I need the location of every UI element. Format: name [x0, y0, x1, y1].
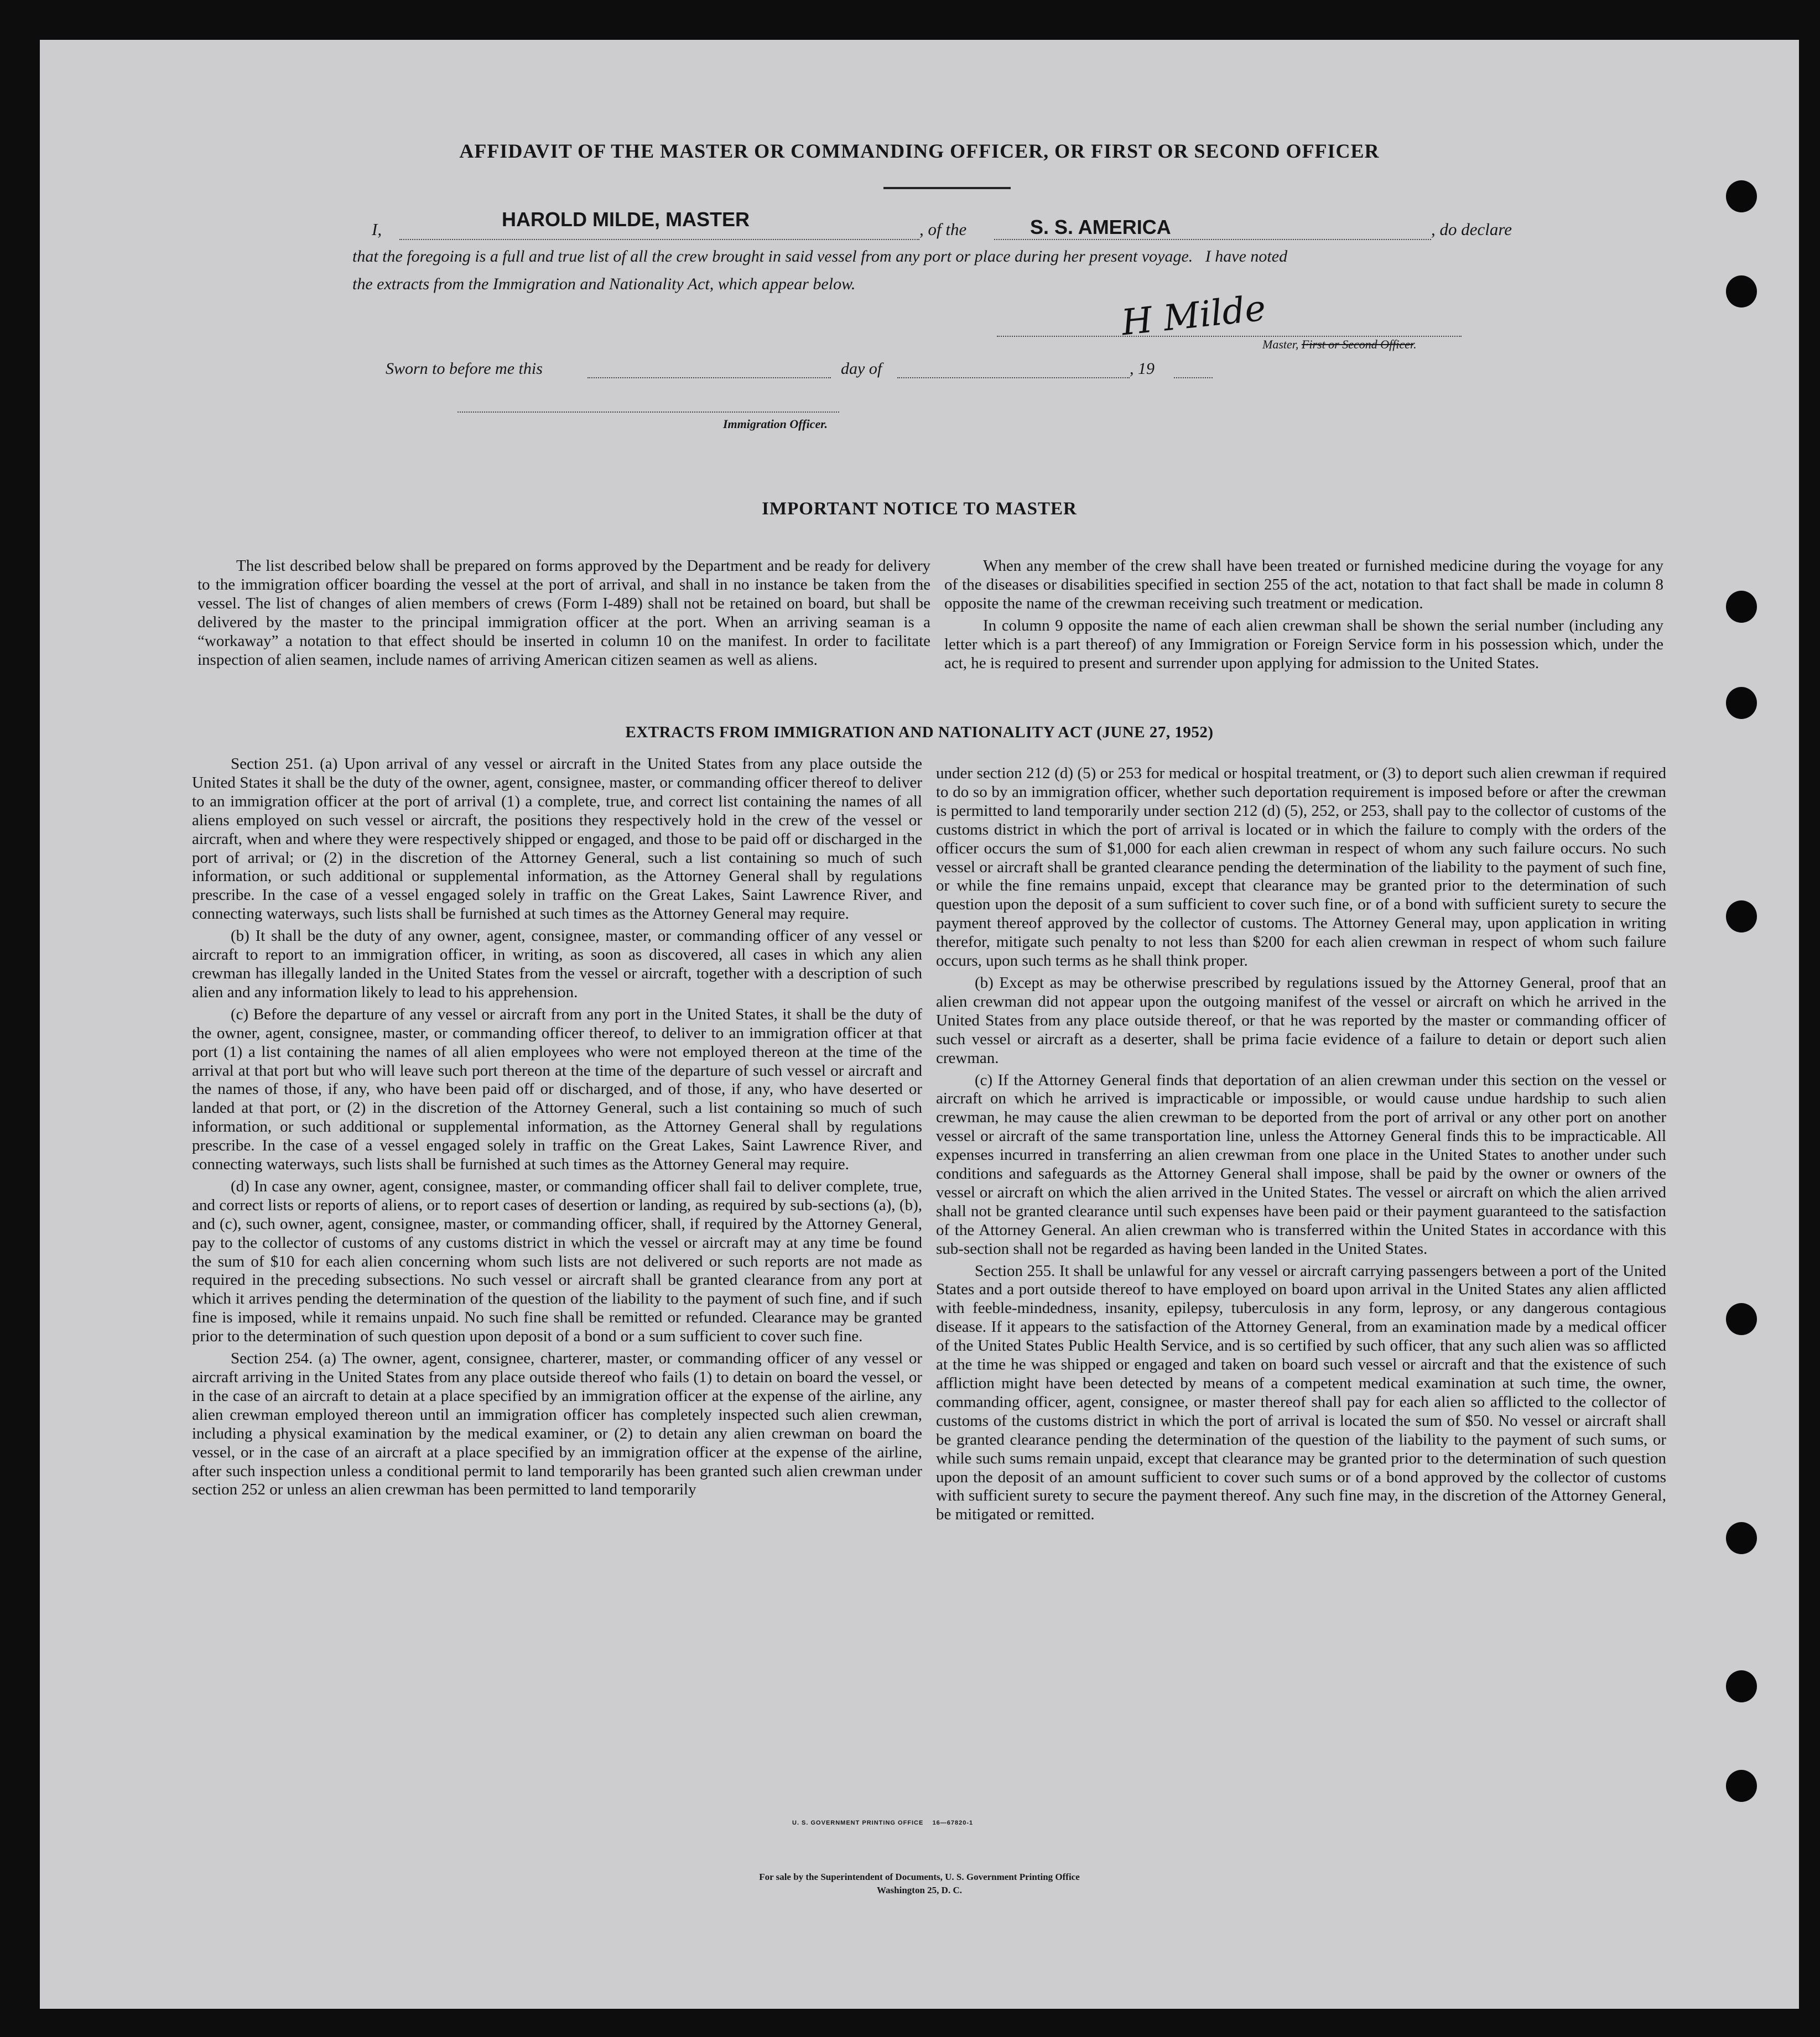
- signature-caption-master: Master,: [1262, 337, 1299, 351]
- master-signature: H Milde: [1119, 288, 1268, 344]
- document-page: [40, 40, 1799, 2009]
- extract-paragraph: Section 251. (a) Upon arrival of any vessel or aircraft in the United States from any place outside the United States it shall be the duty of the owner, agent, consignee, master, or commanding officer thereof to deliver to an immigration officer at the port of arrival (1) a complete, true, and correct list containing the names of all aliens employed on such vessel or aircraft, the positions they respectively hold in the crew of the vessel or aircraft, when and where they were respectively shipped or engaged, and those to be paid off or discharged in the port of arrival; or (2) in the discretion of the Attorney General, such a list containing so much of such information, or such additional or supplemental information, as the Attorney General shall by regulations prescribe. In the case of a vessel engaged solely in traffic on the Great Lakes, Saint Lawrence River, and connecting waterways, such lists shall be furnished at such times as the Attorney General may require.: [192, 755, 922, 923]
- notice-left-paragraph: The list described below shall be prepared on forms approved by the Department and be ready for delivery to the immigration officer boarding the vessel at the port of arrival, and shall in no instance be taken from the vessel. The list of changes of alien members of crews (Form I-489) shall not be retained on board, but shall be delivered by the master to the principal immigration officer at the port. When an arriving seaman is a “workaway” a notation to that effect should be inserted in column 10 on the manifest. In order to facilitate inspection of alien seamen, include names of arriving American citizen seamen as well as aliens.: [197, 557, 930, 669]
- vessel-name: S. S. AMERICA: [1030, 216, 1171, 238]
- extract-paragraph: (d) In case any owner, agent, consignee, master, or commanding officer shall fail to deliver complete, true, and correct lists or reports of aliens, or to report cases of desertion or landing, as required by sub-sections (a), (b), and (c), such owner, agent, consignee, master, or commanding officer, shall, if required by the Attorney General, pay to the collector of customs of any customs district in which the vessel or aircraft may at any time be found the sum of $10 for each alien concerning whom such lists are not delivered or such reports are not made as required in the preceding subsections. No such vessel or aircraft shall be granted clearance from any port at which it arrives pending the determination of the question of the liability to the payment of such fine, and if such fine is imposed, while it remains unpaid. No such fine shall be remitted or refunded. Clearance may be granted prior to the determination of such question upon deposit of a bond or a sum sufficient to cover such fine.: [192, 1177, 922, 1346]
- declaration-line-2: the extracts from the Immigration and Nationality Act, which appear below.: [352, 275, 856, 293]
- punch-hole: [1726, 1522, 1757, 1554]
- sworn-month-line: [897, 377, 1130, 378]
- notice-left-column: [197, 557, 930, 669]
- notice-title: IMPORTANT NOTICE TO MASTER: [762, 499, 1077, 519]
- title-rule: [883, 187, 1011, 189]
- punch-hole: [1726, 900, 1757, 932]
- punch-hole: [1726, 180, 1757, 212]
- extract-paragraph: Section 254. (a) The owner, agent, consignee, charterer, master, or commanding officer of any vessel or aircraft arriving in the United States from any place outside thereof who fails (1) to detain on board the vessel, or in the case of an aircraft to detain at a place specified by an immigration officer at the expense of the airline, any alien crewman employed thereon until an immigration officer has completely inspected such alien crewman, including a physical examination by the medical examiner, or (2) to detain any alien crewman on board the vessel, or in the case of an aircraft at a place specified by an immigration officer at the expense of the airline, after such inspection unless a conditional permit to land temporarily has been granted such alien crewman under section 252 or unless an alien crewman has been permitted to land temporarily: [192, 1350, 922, 1499]
- immigration-officer-line: [457, 411, 839, 413]
- i-label: I,: [372, 220, 382, 239]
- declaration-line-1: that the foregoing is a full and true list of all the crew brought in said vessel from any port or place during her present voyage. I have noted: [352, 247, 1288, 265]
- sworn-year-line: [1174, 377, 1213, 378]
- do-declare-label: , do declare: [1431, 220, 1512, 239]
- extract-paragraph: (c) Before the departure of any vessel or aircraft from any port in the United States, it shall be the duty of the owner, agent, consignee, master, or commanding officer thereof, to deliver to an immigration officer at that port (1) a list containing the names of all alien employees who were not employed thereon at the time of the arrival at that port but who will leave such port thereon at the time of the departure of such vessel or aircraft and the names of those, if any, who have been paid off or discharged, and of those, if any, who have deserted or landed at that port, or (2) in the discretion of the Attorney General, such a list containing so much of such information, or such additional or supplemental information, as the Attorney General shall by regulations prescribe. In the case of a vessel engaged solely in traffic on the Great Lakes, Saint Lawrence River, and connecting waterways, such lists shall be furnished at such times as the Attorney General may require.: [192, 1005, 922, 1174]
- immigration-officer-label: Immigration Officer.: [723, 417, 828, 431]
- master-name: HAROLD MILDE, MASTER: [502, 208, 750, 231]
- notice-right-column: [944, 557, 1663, 673]
- signature-caption-struck: First or Second Officer: [1301, 337, 1414, 351]
- extracts-right-column: [936, 764, 1666, 1524]
- punch-hole: [1726, 1303, 1757, 1335]
- extract-paragraph: (c) If the Attorney General finds that deportation of an alien crewman under this section on the vessel or aircraft on which he arrived is impracticable or impossible, or would cause undue hardship to such alien crewman, he may cause the alien crewman to be deported from the port of arrival or any other port on another vessel or aircraft of the same transportation line, unless the Attorney General finds this to be impracticable. All expenses incurred in transferring an alien crewman from one place in the United States to another under such conditions and safeguards as the Attorney General shall impose, shall be paid by the owner or owners of the vessel or aircraft on which the alien arrived in the United States. The vessel or aircraft on which the alien arrived shall not be granted clearance until such expenses have been paid or their payment guaranteed to the satisfaction of the Attorney General. An alien crewman who is transferred within the United States in accordance with this sub-section shall not be regarded as having been landed in the United States.: [936, 1071, 1666, 1258]
- extract-paragraph: Section 255. It shall be unlawful for any vessel or aircraft carrying passengers between a port of the United States and a port outside thereof to have employed on board upon arrival in the United States any alien afflicted with feeble-mindedness, insanity, epilepsy, tuberculosis in any form, leprosy, or any dangerous contagious disease. If it appears to the satisfaction of the Attorney General, from an examination made by a medical officer of the United States Public Health Service, and is so certified by such officer, that any such alien was so afflicted at the time he was shipped or engaged and taken on board such vessel or aircraft and that the existence of such affliction might have been detected by means of a competent medical examination at such time, the owner, commanding officer, agent, consignee, or master thereof shall pay for each alien so afflicted to the collector of customs of the customs district in which the port of arrival is located the sum of $50. No vessel or aircraft shall be granted clearance pending the determination of the question of the liability to the payment of such sums, or while such sums remain unpaid, except that clearance may be granted prior to the determination of such question upon the deposit of an amount sufficient to cover such sums or of a bond approved by the collector of customs with sufficient surety to secure the payment thereof. Any such fine may, in the discretion of the Attorney General, be mitigated or remitted.: [936, 1262, 1666, 1524]
- extracts-title: EXTRACTS FROM IMMIGRATION AND NATIONALITY ACT (JUNE 27, 1952): [625, 723, 1214, 741]
- year-label: , 19: [1130, 360, 1155, 378]
- punch-hole: [1726, 275, 1757, 308]
- sale-line-2: Washington 25, D. C.: [877, 1885, 962, 1895]
- extracts-left-column: [192, 755, 922, 1499]
- notice-right-paragraph-2: In column 9 opposite the name of each alien crewman shall be shown the serial number (including any letter which is a part thereof) of any Immigration or Foreign Service form in his possession which, under the act, he is required to present and surrender upon applying for admission to the United States.: [944, 616, 1663, 672]
- printing-office-code: U. S. GOVERNMENT PRINTING OFFICE 16—67820-1: [792, 1820, 974, 1826]
- of-the-label: , of the: [919, 220, 967, 239]
- sworn-label: Sworn to before me this: [386, 360, 543, 378]
- punch-hole: [1726, 591, 1757, 623]
- extract-paragraph: (b) It shall be the duty of any owner, agent, consignee, master, or commanding officer of any vessel or aircraft to report to an immigration officer, in writing, as soon as discovered, all cases in which any alien crewman has illegally landed in the United States from the vessel or aircraft, together with a description of such alien and any information likely to lead to his apprehension.: [192, 927, 922, 1001]
- extract-paragraph: under section 212 (d) (5) or 253 for medical or hospital treatment, or (3) to deport such alien crewman if required to do so by an immigration officer, whether such deportation requirement is imposed before or after the crewman is permitted to land temporarily under section 212 (d) (5), 252, or 253, shall pay to the collector of customs of the customs district in which the port of arrival is located or in which the failure to comply with the orders of the officer occurs the sum of $1,000 for each alien crewman in respect of whom any such failure occurs. No such vessel or aircraft shall be granted clearance pending the determination of the liability to the payment of such fine, or while the fine remains unpaid, except that clearance may be granted prior to the determination of such question upon the deposit of a sum sufficient to cover such fine, or of a bond with sufficient surety to secure the payment thereof approved by the collector of customs. The Attorney General may, upon application in writing therefor, mitigate such penalty to not less than $200 for each alien crewman in respect of whom such failure occurs, upon such terms as he shall think proper.: [936, 764, 1666, 970]
- punch-hole: [1726, 687, 1757, 719]
- affidavit-title: AFFIDAVIT OF THE MASTER OR COMMANDING OFFICER, OR FIRST OR SECOND OFFICER: [459, 140, 1380, 162]
- punch-hole: [1726, 1670, 1757, 1702]
- notice-right-paragraph-1: When any member of the crew shall have been treated or furnished medicine during the voyage for any of the diseases or disabilities specified in section 255 of the act, notation to that fact shall be made in column 8 opposite the name of the crewman receiving such treatment or medication.: [944, 557, 1663, 612]
- signature-line: [997, 336, 1462, 337]
- sworn-day-line: [587, 377, 831, 378]
- master-name-line: [399, 239, 919, 240]
- day-of-label: day of: [841, 360, 882, 378]
- sale-line-1: For sale by the Superintendent of Documents, U. S. Government Printing Office: [759, 1872, 1080, 1882]
- signature-caption-end: .: [1413, 337, 1417, 351]
- punch-hole: [1726, 1770, 1757, 1802]
- vessel-name-line: [994, 239, 1431, 240]
- signature-caption: [1262, 337, 1417, 352]
- extract-paragraph: (b) Except as may be otherwise prescribed by regulations issued by the Attorney General, proof that an alien crewman did not appear upon the outgoing manifest of the vessel or aircraft on which he arrived in the United States from any place outside thereof, or that he was reported by the master or commanding officer of such vessel or aircraft as a deserter, shall be prima facie evidence of a failure to detain or deport such alien crewman.: [936, 973, 1666, 1067]
